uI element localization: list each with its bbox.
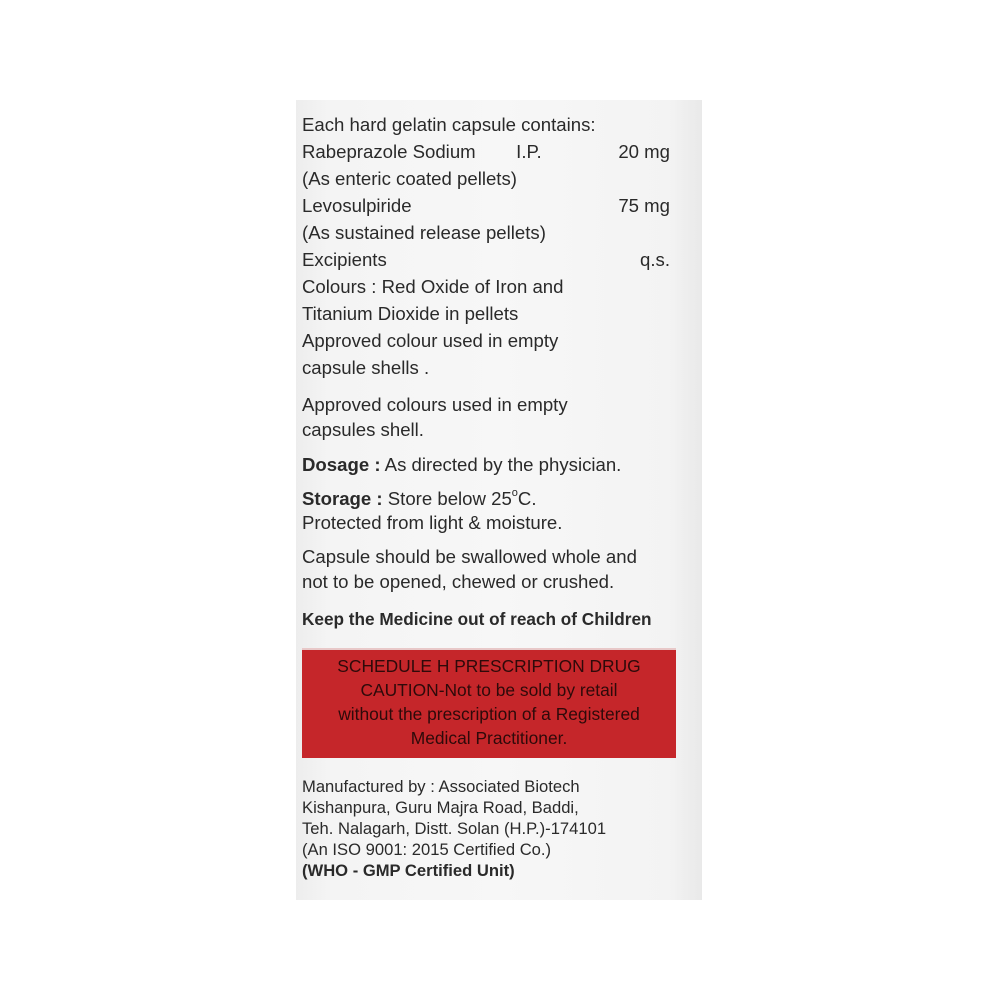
- ingredient-row: [302, 138, 690, 165]
- schedule-line: without the prescription of a Registered: [338, 704, 640, 724]
- manufacturer-block: [302, 776, 692, 881]
- gmp-certification: (WHO - GMP Certified Unit): [302, 861, 515, 880]
- children-warning: Keep the Medicine out of reach of Children: [302, 609, 652, 629]
- schedule-line: SCHEDULE H PRESCRIPTION DRUG: [337, 656, 641, 676]
- dosage-text: As directed by the physician.: [380, 454, 622, 475]
- ingredient-note: (As sustained release pellets): [302, 222, 546, 243]
- colours-line: Titanium Dioxide in pellets: [302, 303, 519, 324]
- storage-label: Storage :: [302, 488, 383, 509]
- approved-colours-line: Approved colours used in empty: [302, 394, 568, 415]
- ingredient-name: Levosulpiride: [302, 195, 412, 216]
- ingredient-note: (As enteric coated pellets): [302, 168, 517, 189]
- manufacturer-line: Kishanpura, Guru Majra Road, Baddi,: [302, 798, 579, 817]
- dosage-line: [302, 451, 690, 478]
- manufacturer-line: Teh. Nalagarh, Distt. Solan (H.P.)-174101: [302, 819, 607, 838]
- medicine-label: [296, 100, 702, 900]
- colours-line: Approved colour used in empty: [302, 330, 559, 351]
- ingredient-amount: 20 mg: [618, 141, 670, 162]
- composition-heading: Each hard gelatin capsule contains:: [302, 114, 596, 135]
- spacer: [302, 478, 690, 487]
- dosage-label: Dosage :: [302, 454, 381, 475]
- storage-line-2: Protected from light & moisture.: [302, 512, 563, 533]
- manufacturer-line: Manufactured by : Associated Biotech: [302, 777, 580, 796]
- ingredient-row: [302, 246, 690, 273]
- manufacturer-line: (An ISO 9001: 2015 Certified Co.): [302, 840, 552, 859]
- ingredient-row: [302, 192, 690, 219]
- ingredient-grade: [520, 246, 624, 273]
- spacer: [302, 442, 690, 451]
- ingredient-name: Excipients: [302, 249, 387, 270]
- storage-line: [302, 487, 690, 511]
- approved-colours-line: capsules shell.: [302, 419, 424, 440]
- ingredient-amount: q.s.: [640, 249, 670, 270]
- schedule-line: Medical Practitioner.: [410, 728, 568, 748]
- storage-text: Store below 25: [382, 488, 512, 509]
- schedule-h-warning-box: [302, 648, 676, 758]
- spacer: [302, 594, 690, 603]
- colours-line: Colours : Red Oxide of Iron and: [302, 276, 564, 297]
- degree-symbol: o: [511, 487, 518, 499]
- storage-unit: C.: [517, 488, 537, 509]
- swallow-instruction: Capsule should be swallowed whole and: [302, 546, 637, 567]
- spacer: [302, 535, 690, 544]
- spacer: [302, 381, 690, 392]
- colours-line: capsule shells .: [302, 357, 430, 378]
- schedule-line: CAUTION-Not to be sold by retail: [360, 680, 618, 700]
- ingredient-grade: [516, 192, 618, 219]
- swallow-instruction: not to be opened, chewed or crushed.: [302, 571, 615, 592]
- label-text-block: [302, 111, 690, 633]
- ingredient-name: Rabeprazole Sodium: [302, 141, 476, 162]
- ingredient-amount: 75 mg: [618, 195, 670, 216]
- ingredient-grade: I.P.: [516, 141, 542, 162]
